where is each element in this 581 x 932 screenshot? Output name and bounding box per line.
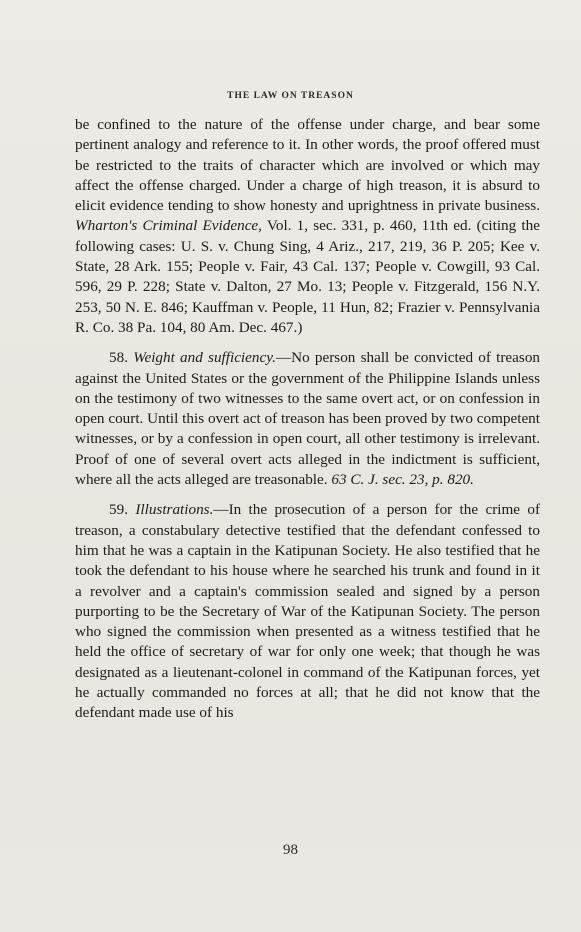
section-heading: Weight and sufficiency. [133,349,276,367]
page-number: 98 [283,842,298,858]
section-number: 58. [109,349,128,367]
running-head: THE LAW ON TREASON [227,91,354,101]
page-body [75,115,540,724]
section-number: 59. [109,501,128,519]
section-heading: Illustrations. [135,501,214,519]
paragraph-text: be confined to the nature of the offense under charge, and bear some pertinent analogy and reference to it. In other words, the proof offered must be restricted to the traits of character which are involved or which may affect the offense charged. Under a charge of high treason, it is absurd to elicit evidence tending to show honesty and uprightness in private business. [75,116,540,215]
paragraph-text: —No person shall be convicted of treason against the United States or the government of the Philippine Islands unless on the testimony of two witnesses to the same overt act, or on confession in open court. Until this overt act of treason has been proved by two competent witnesses, or by a confession in open court, all other testimony is irrelevant. Proof of one of several overt acts alleged in the indictment is sufficient, where all the acts alleged are treasonable. [75,349,541,489]
citation-title: Wharton's Criminal Evidence, [75,217,262,235]
paragraph-continued [75,115,540,338]
paragraph-text: Vol. 1, sec. 331, p. 460, 11th ed. (citing the following cases: U. S. v. Chung Sing, 4 Ariz., 217, 219, 36 P. 205; Kee v. State, 28 Ark. 155; People v. Fair, 43 Cal. 137; People v. Cowgill, 93 Cal. 596, 29 P. 228; State v. Dalton, 27 Mo. 13; People v. Fitzgerald, 156 N.Y. 253, 50 N. E. 846; Kauffman v. People, 11 Hun, 82; Frazier v. Pennsylvania R. Co. 38 Pa. 104, 80 Am. Dec. 467.) [75,217,540,336]
paragraph-text: —In the prosecution of a person for the crime of treason, a constabulary detective testified that the defendant confessed to him that he was a captain in the Katipunan Society. He also testified that he took the defendant to his house where he searched his trunk and found in it a revolver and a captain's commission sealed and signed by a person purporting to be the Secretary of War of the Katipunan Society. The person who signed the commission when presented as a witness testified that he held the office of secretary of war for only one week; that though he was designated as a lieutenant-colonel in command of the Katipunan forces, yet he actually commanded no forces at all; that he did not know that the defendant made use of his [75,501,541,722]
section-59 [75,500,540,723]
section-58 [75,348,540,490]
citation: 63 C. J. sec. 23, p. 820. [331,471,474,489]
